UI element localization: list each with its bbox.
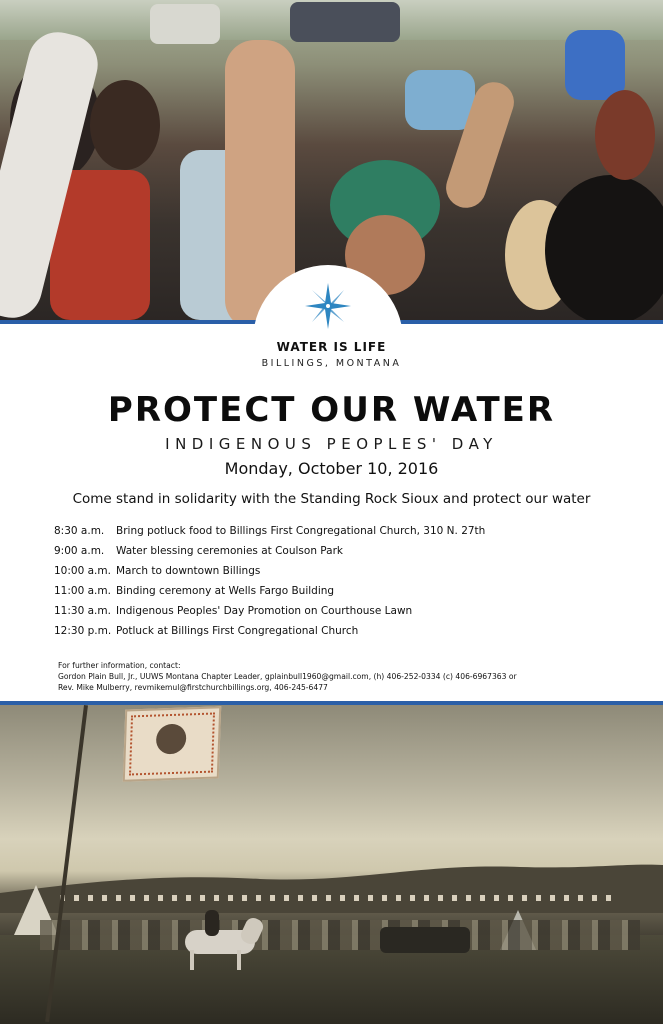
schedule-item [54, 605, 634, 625]
contact-intro: For further information, contact: [58, 661, 181, 670]
header-block [0, 340, 663, 369]
contact-block [58, 660, 648, 693]
subtitle: INDIGENOUS PEOPLES' DAY [165, 435, 498, 453]
schedule-event: Indigenous Peoples' Day Promotion on Courthouse Lawn [116, 605, 413, 617]
schedule-event: March to downtown Billings [116, 565, 261, 577]
photo-crowd-shirt [565, 30, 625, 100]
page-title: PROTECT OUR WATER [107, 390, 556, 430]
schedule-item [54, 565, 634, 585]
schedule-list [54, 525, 634, 645]
schedule-item [54, 545, 634, 565]
photo-rider [175, 910, 270, 970]
city-line: BILLINGS, MONTANA [261, 358, 402, 369]
contact-line-2: Rev. Mike Mulberry, revmikemul@firstchurchbillings.org, 406-245-6477 [58, 683, 328, 692]
schedule-time: 9:00 a.m. [54, 545, 105, 557]
compass-star-icon [305, 283, 351, 329]
photo-dark-head [545, 175, 663, 322]
event-date: Monday, October 10, 2016 [224, 459, 439, 478]
photo-car [290, 2, 400, 42]
photo-flag [123, 706, 221, 781]
schedule-time: 11:30 a.m. [54, 605, 111, 617]
schedule-time: 8:30 a.m. [54, 525, 105, 537]
photo-truck [150, 4, 220, 44]
photo-crowd-head [90, 80, 160, 170]
photo-crowd-shirt [405, 70, 475, 130]
photo-vehicle [380, 927, 470, 953]
schedule-event: Potluck at Billings First Congregational Church [116, 625, 359, 637]
photo-flag-line [60, 895, 620, 901]
schedule-item [54, 585, 634, 605]
tagline: Come stand in solidarity with the Standing Rock Sioux and protect our water [72, 491, 591, 507]
schedule-item [54, 525, 634, 545]
schedule-item [54, 625, 634, 645]
contact-line-1: Gordon Plain Bull, Jr., UUWS Montana Chapter Leader, gplainbull1960@gmail.com, (h) 406-252-0334 (c) 406-6967363 or [58, 672, 517, 681]
slogan: WATER IS LIFE [276, 340, 387, 354]
schedule-event: Binding ceremony at Wells Fargo Building [116, 585, 335, 597]
photo-tents [40, 920, 640, 950]
photo-crowd-head [595, 90, 655, 180]
schedule-time: 10:00 a.m. [54, 565, 111, 577]
photo-hills [0, 853, 663, 913]
camp-photo [0, 705, 663, 1024]
schedule-event: Bring potluck food to Billings First Congregational Church, 310 N. 27th [116, 525, 486, 537]
schedule-event: Water blessing ceremonies at Coulson Park [116, 545, 344, 557]
schedule-time: 11:00 a.m. [54, 585, 111, 597]
schedule-time: 12:30 p.m. [54, 625, 112, 637]
